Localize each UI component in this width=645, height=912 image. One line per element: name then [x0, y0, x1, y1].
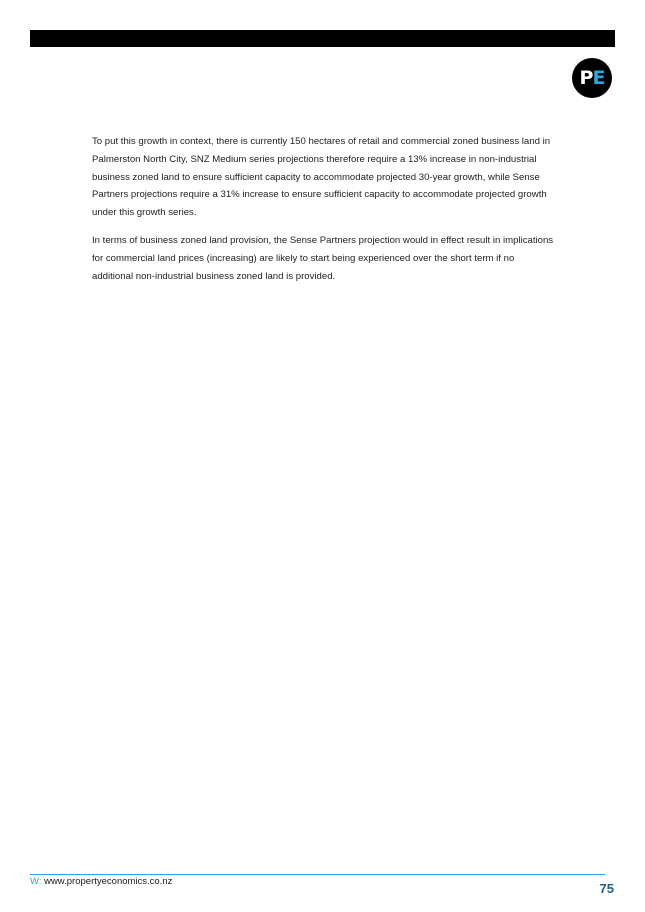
footer-web-label: W: [30, 876, 42, 887]
footer-website [30, 876, 172, 887]
paragraph-land-provision: In terms of business zoned land provision, the Sense Partners projection would in effect result in implications for commercial land prices (increasing) are likely to start being experienced over the short term if no additional non-industrial business zoned land is provided. [92, 234, 554, 282]
header-bar [30, 30, 615, 47]
footer-web-url[interactable]: www.propertyeconomics.co.nz [44, 876, 173, 887]
logo-letter-p: P [579, 66, 593, 89]
footer-divider [30, 874, 605, 875]
paragraph-growth-context: To put this growth in context, there is currently 150 hectares of retail and commercial zoned business land in Palmerston North City, SNZ Medium series projections therefore require a 13% increase in non-industrial business zoned land to ensure sufficient capacity to accommodate projected 30-year growth, while Sense Partners projections require a 31% increase to ensure sufficient capacity to accommodate projected growth under this growth series. [92, 136, 551, 219]
property-economics-logo [572, 58, 612, 98]
logo-letter-e: E [592, 66, 605, 89]
body-text [92, 133, 557, 295]
page-number: 75 [599, 881, 614, 896]
